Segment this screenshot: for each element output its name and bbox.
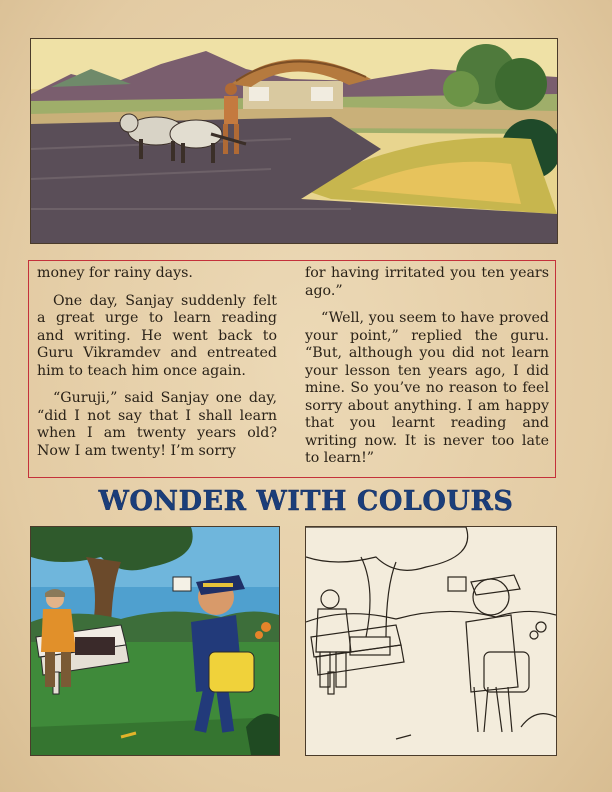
- story-text-box: [28, 260, 556, 478]
- coloured-picture: [30, 526, 280, 756]
- story-paragraph: One day, Sanjay suddenly felt a great urge to learn reading and writing. He went back to Guru Vikramdev and entreated him to teach him once again.: [37, 292, 277, 379]
- story-paragraph: “Guruji,” said Sanjay one day, “did I not say that I shall learn when I am twenty years old? Now I am twenty! I’m sorry: [37, 390, 277, 459]
- story-right-column: [305, 265, 549, 478]
- section-heading: WONDER WITH COLOURS: [98, 486, 514, 517]
- story-left-column: [37, 265, 277, 470]
- story-paragraph: for having irritated you ten years ago.”: [305, 265, 549, 299]
- colouring-outline-picture: [305, 526, 557, 756]
- story-paragraph: money for rainy days.: [37, 265, 193, 281]
- ploughing-illustration: [30, 38, 558, 244]
- story-paragraph: “Well, you seem to have proved your point,” replied the guru. “But, although you did not learn your lesson ten years ago, I did mine. So you’ve no reason to feel sorry about anything. I am happy that you learnt reading and writing now. It is never too late to learn!”: [305, 310, 549, 466]
